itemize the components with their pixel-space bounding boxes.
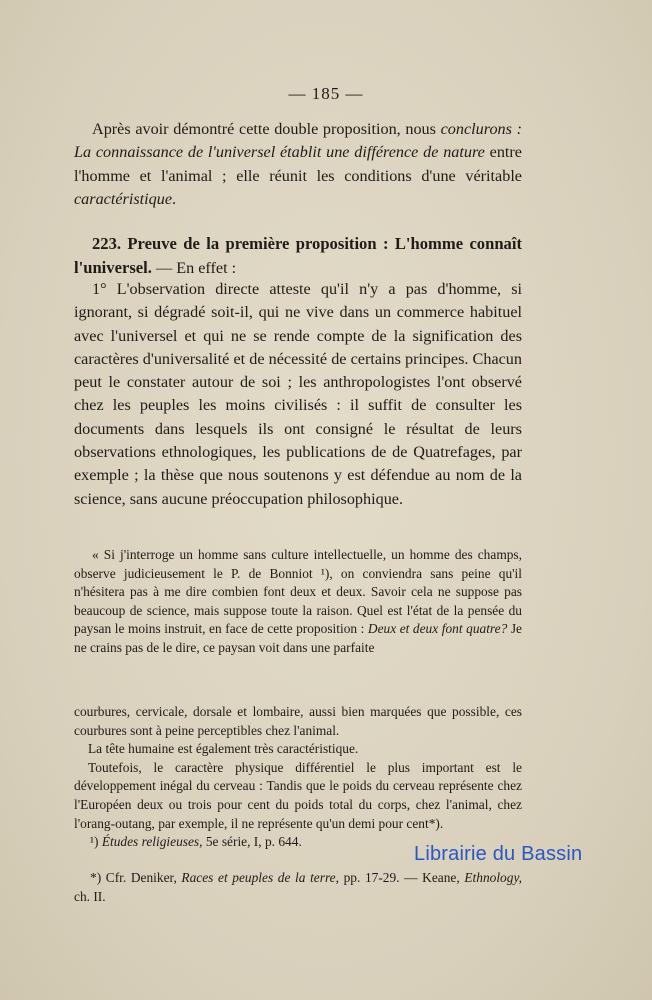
- footnote-2-title-2: Ethnology,: [464, 870, 522, 885]
- quote-proposition: Deux et deux font quatre?: [367, 621, 508, 637]
- footnote-2: [74, 868, 522, 906]
- section-lead: — En effet :: [151, 259, 237, 278]
- intro-text-1: Après avoir démontré cette double proposition, nous: [92, 120, 441, 138]
- page-number: — 185 —: [288, 84, 364, 103]
- footnote-2-text-3: pp. 17-29. — Keane,: [338, 870, 465, 885]
- footnote-2-title-1: Races et peuples de la terre,: [181, 870, 339, 885]
- section-heading-paragraph: [74, 232, 522, 281]
- footnote-1-rest: 5e série, I, p. 644.: [202, 834, 302, 849]
- footnote-line-1: courbures, cervicale, dorsale et lombaire, aussi bien marquées que possible, ces courbures sont à peine perceptibles chez l'animal.: [74, 704, 522, 738]
- intro-text-3: entre l'homme et l'animal ; elle réunit les conditions d'une véritable: [74, 143, 522, 185]
- intro-conclusion: conclurons : La connaissance de l'universel établit une différence de nature: [74, 120, 522, 162]
- footnote-1-mark: ¹): [90, 834, 102, 849]
- footnote-1-title: Études religieuses,: [101, 834, 203, 849]
- footnote-continuation: [74, 703, 522, 833]
- quotation: [74, 546, 522, 658]
- point-1-paragraph: 1° L'observation directe atteste qu'il n'y a pas d'homme, si ignorant, si dégradé soit-il, qui ne vive dans un commerce habituel avec l'universel et qui ne se rende compte de la signification des caractères d'universalité et de nécessité de certains principes. Chacun peut le constater autour de soi ; les anthropologistes l'ont observé chez les peuples les moins civilisés : il suffit de consulter les documents dans lesquels ils ont consigné le résultat de leurs observations ethnologiques, les publications de de Quatrefages, par exemple ; la thèse que nous soutenons y est défendue au nom de la science, sans aucune préoccupation philosophique.: [74, 280, 522, 508]
- footnote-line-2: La tête humaine est également très caractéristique.: [88, 741, 359, 757]
- intro-paragraph: [74, 118, 522, 211]
- footnote-1: [90, 833, 302, 851]
- footnote-line-3: Toutefois, le caractère physique différentiel le plus important est le développement inégal du cerveau : Tandis que le poids du cerveau représente chez l'Européen deux ou trois pour cent du poids total du corps, chez l'animal, chez l'orang-outang, par exemple, il ne représente qu'un demi pour cent*).: [74, 759, 522, 831]
- section-heading: 223. Preuve de la première proposition : L'homme connaît l'universel.: [74, 234, 522, 278]
- intro-text-5: .: [172, 189, 177, 208]
- footnote-2-text-1: *) Cfr. Deniker,: [90, 870, 182, 885]
- bookseller-watermark: Librairie du Bassin: [414, 843, 583, 865]
- footnote-2-text-5: ch. II.: [74, 889, 106, 904]
- intro-term: caractéristique: [74, 189, 173, 208]
- quote-text-1: « Si j'interroge un homme sans culture intellectuelle, un homme des champs, observe judicieusement le P. de Bonniot ¹), on conviendra sans peine qu'il n'hésitera pas à me dire combien font deux et deux. Savoir cela ne suppose pas beaucoup de science, mais suppose toute la raison. Quel est l'état de la pensée du paysan le moins instruit, en face de cette proposition :: [74, 547, 522, 637]
- quote-text-3: Je ne crains pas de le dire, ce paysan voit dans une parfaite: [74, 621, 522, 655]
